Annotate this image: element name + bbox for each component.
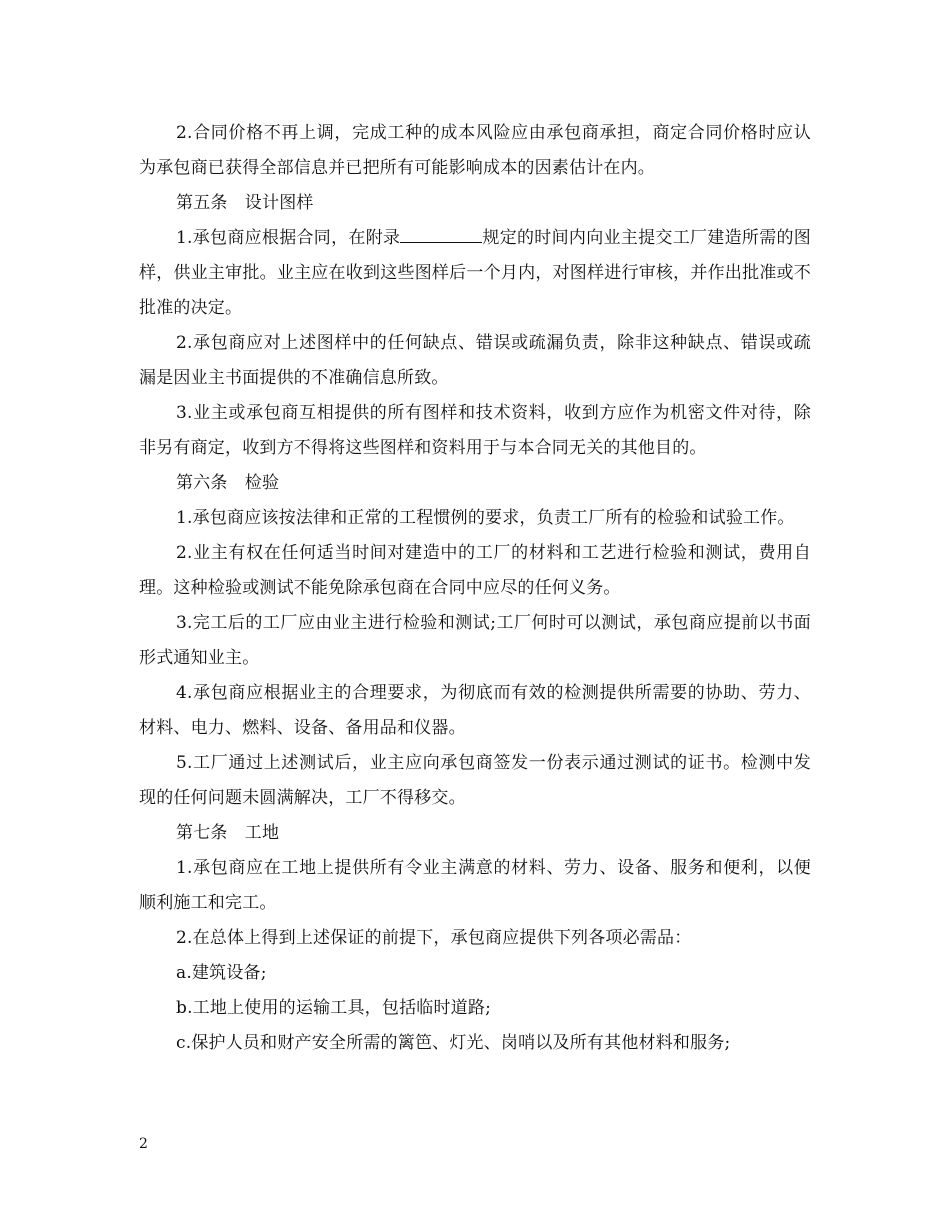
list-item: c.保护人员和财产安全所需的篱笆、灯光、岗哨以及所有其他材料和服务; xyxy=(176,1033,731,1053)
list-item: a.建筑设备; xyxy=(176,963,267,983)
section-heading: 第七条 工地 xyxy=(176,823,280,843)
paragraph: 4.承包商应根据业主的合理要求，为彻底而有效的检测提供所需要的协助、劳力、材料、电力、燃料、设备、备用品和仪器。 xyxy=(139,683,811,738)
section-heading: 第六条 检验 xyxy=(176,473,280,493)
paragraph: 1.承包商应该按法律和正常的工程惯例的要求，负责工厂所有的检验和试验工作。 xyxy=(176,508,795,528)
paragraph: 3.完工后的工厂应由业主进行检验和测试;工厂何时可以测试，承包商应提前以书面形式通知业主。 xyxy=(139,613,811,668)
paragraph: 2.承包商应对上述图样中的任何缺点、错误或疏漏负责，除非这种缺点、错误或疏漏是因业主书面提供的不准确信息所致。 xyxy=(139,333,811,388)
paragraph: 5.工厂通过上述测试后，业主应向承包商签发一份表示通过测试的证书。检测中发现的任何问题未圆满解决，工厂不得移交。 xyxy=(139,753,811,808)
document-body xyxy=(139,116,811,1061)
paragraph xyxy=(139,221,811,326)
fill-in-blank xyxy=(400,227,482,243)
paragraph: 2.合同价格不再上调，完成工种的成本风险应由承包商承担，商定合同价格时应认为承包商已获得全部信息并已把所有可能影响成本的因素估计在内。 xyxy=(139,123,811,178)
page-number: 2 xyxy=(139,1136,148,1152)
section-heading: 第五条 设计图样 xyxy=(176,193,314,213)
paragraph: 1.承包商应在工地上提供所有令业主满意的材料、劳力、设备、服务和便利，以便顺利施工和完工。 xyxy=(139,858,811,913)
list-item: b.工地上使用的运输工具，包括临时道路; xyxy=(176,998,492,1018)
paragraph: 2.在总体上得到上述保证的前提下，承包商应提供下列各项必需品： xyxy=(176,928,692,948)
paragraph-text-before-blank: 1.承包商应根据合同，在附录 xyxy=(176,228,401,248)
paragraph: 2.业主有权在任何适当时间对建造中的工厂的材料和工艺进行检验和测试，费用自理。这种检验或测试不能免除承包商在合同中应尽的任何义务。 xyxy=(139,543,811,598)
paragraph: 3.业主或承包商互相提供的所有图样和技术资料，收到方应作为机密文件对待，除非另有商定，收到方不得将这些图样和资料用于与本合同无关的其他目的。 xyxy=(139,403,811,458)
paragraph-text-after-blank: 规定的时间内向业主提交工厂建造所需的图样，供业主审批。业主应在收到这些图样后一个月内，对图样进行审核，并作出批准或不批准的决定。 xyxy=(139,228,811,318)
